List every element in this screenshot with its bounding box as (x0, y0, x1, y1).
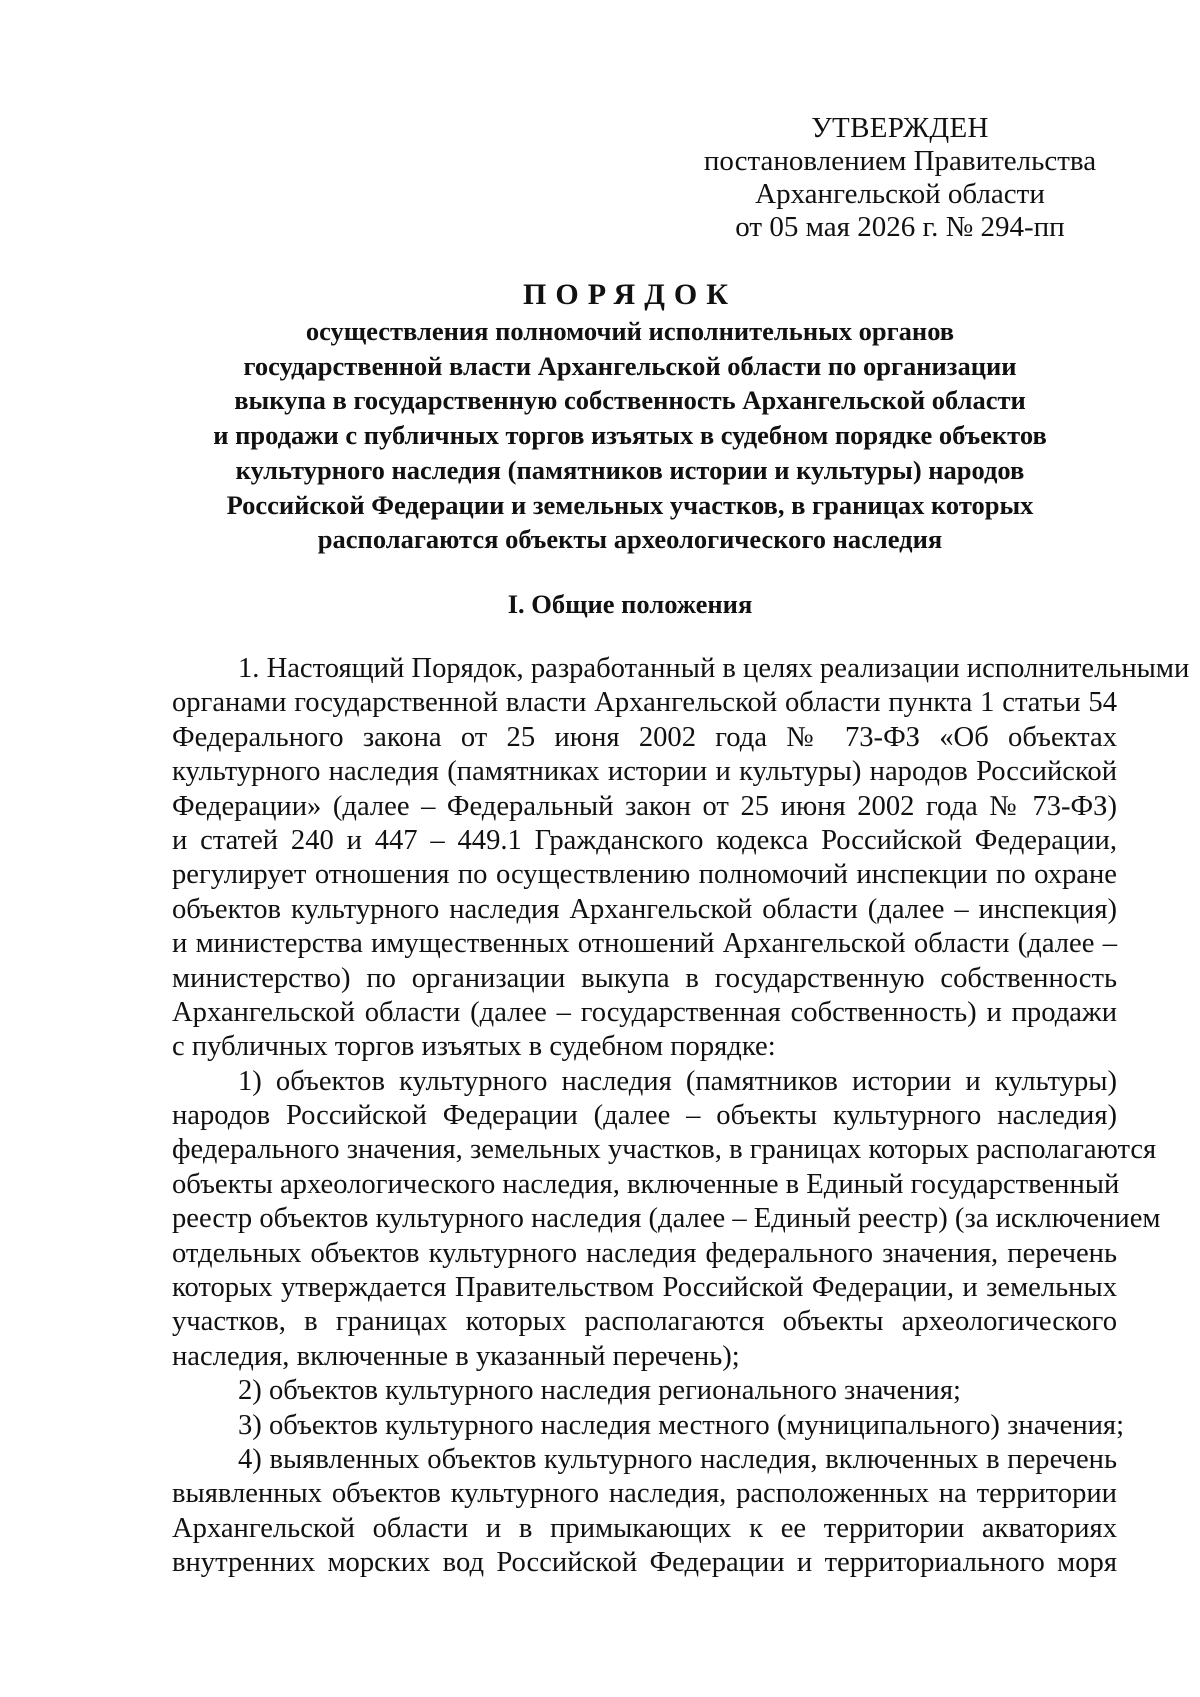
list-item-line: отдельных объектов культурного наследия федерального значения, перечень (172, 1237, 1117, 1269)
list-item-line: 3) объектов культурного наследия местного (муниципального) значения; (238, 1409, 1125, 1441)
document-subtitle-line: государственной власти Архангельской области по организации (243, 350, 1017, 381)
body-text (172, 652, 1190, 1581)
document-subtitle-line: выкупа в государственную собственность Архангельской области (234, 385, 1026, 416)
list-item-line: 1) объектов культурного наследия (памятников истории и культуры) (238, 1065, 1117, 1097)
paragraph-line: и министерства имущественных отношений Архангельской области (далее – (172, 928, 1117, 960)
paragraph-line: объектов культурного наследия Архангельской области (далее – инспекция) (172, 893, 1117, 925)
list-item-line: реестр объектов культурного наследия (далее – Единый реестр) (за исключением (172, 1203, 1161, 1235)
paragraph-line: Федерального закона от 25 июня 2002 года № 73-ФЗ «Об объектах (172, 721, 1117, 753)
approval-line: Архангельской области (755, 178, 1045, 210)
document-subtitle-line: и продажи с публичных торгов изъятых в судебном порядке объектов (213, 420, 1047, 451)
document-title: ПОРЯДОК (523, 278, 737, 311)
list-item-line: Архангельской области и в примыкающих к ее территории акваториях (172, 1512, 1117, 1544)
paragraph-line: Архангельской области (далее – государственная собственность) и продажи (172, 996, 1117, 1028)
paragraph-line: Федерации» (далее – Федеральный закон от 25 июня 2002 года № 73-ФЗ) (172, 790, 1117, 822)
list-item-line: 4) выявленных объектов культурного наследия, включенных в перечень (238, 1443, 1117, 1475)
approval-line: постановлением Правительства (703, 145, 1097, 177)
document-subtitle-line: осуществления полномочий исполнительных органов (305, 316, 955, 346)
list-item-line: которых утверждается Правительством Российской Федерации, и земельных (172, 1272, 1117, 1304)
approval-stamp (700, 112, 1100, 244)
approval-date-number: от 05 мая 2026 г. № 294-пп (735, 211, 1065, 243)
list-item-line: внутренних морских вод Российской Федерации и территориального моря (172, 1547, 1117, 1579)
paragraph-line: культурного наследия (памятниках истории и культуры) народов Российской (172, 756, 1117, 788)
approval-heading: УТВЕРЖДЕН (811, 112, 989, 144)
paragraph-line: министерство) по организации выкупа в государственную собственность (172, 962, 1117, 994)
paragraph-line: 1. Настоящий Порядок, разработанный в целях реализации исполнительными (238, 653, 1190, 684)
list-item-line: участков, в границах которых располагаются объекты археологического (172, 1306, 1117, 1338)
document-subtitle-line: культурного наследия (памятников истории и культуры) народов (235, 454, 1025, 485)
paragraph-line: органами государственной власти Архангельской области пункта 1 статьи 54 (172, 687, 1117, 719)
paragraph-line: и статей 240 и 447 – 449.1 Гражданского кодекса Российской Федерации, (172, 824, 1117, 856)
paragraph-line: регулирует отношения по осуществлению полномочий инспекции по охране (172, 859, 1117, 891)
list-item-line: объекты археологического наследия, включенные в Единый государственный (172, 1168, 1120, 1200)
document-title-block (170, 278, 1090, 557)
paragraph-line: с публичных торгов изъятых в судебном порядке: (172, 1031, 776, 1063)
list-item-line: 2) объектов культурного наследия регионального значения; (238, 1375, 961, 1407)
list-item-line: народов Российской Федерации (далее – объекты культурного наследия) (172, 1100, 1117, 1132)
list-item-line: выявленных объектов культурного наследия, расположенных на территории (172, 1478, 1117, 1510)
section-heading: I. Общие положения (507, 589, 753, 619)
document-subtitle-line: Российской Федерации и земельных участков, в границах которых (226, 489, 1034, 520)
document-subtitle-line: располагаются объекты археологического наследия (317, 524, 943, 555)
list-item-line: наследия, включенные в указанный перечень); (172, 1340, 740, 1372)
list-item-line: федерального значения, земельных участков, в границах которых располагаются (172, 1134, 1157, 1166)
